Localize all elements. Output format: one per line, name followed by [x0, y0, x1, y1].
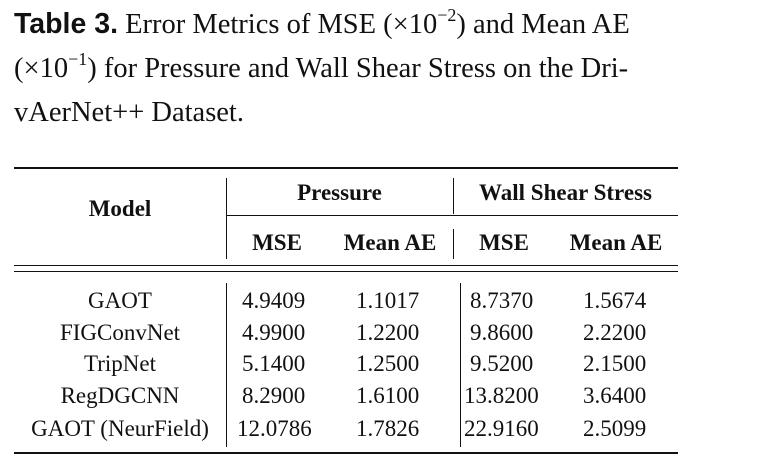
- wss-mae-cell: 2.5099: [583, 416, 647, 441]
- pressure-mae-cell: 1.2200: [356, 320, 420, 345]
- pressure-mse-cell: 4.9409: [242, 288, 306, 313]
- caption-exponent-1: −2: [437, 5, 457, 25]
- pressure-mse-cell: 5.1400: [242, 351, 306, 376]
- group-separator-body: [460, 283, 461, 447]
- model-cell: GAOT (NeurField): [31, 416, 209, 441]
- wss-mae-cell: 3.6400: [583, 383, 647, 408]
- pressure-header: Pressure: [297, 180, 382, 205]
- wss-mse-cell: 8.7370: [470, 288, 534, 313]
- wss-mae-cell: 2.2200: [583, 320, 647, 345]
- group-separator-header-bottom: [453, 229, 454, 259]
- wss-mse-cell: 9.8600: [470, 320, 534, 345]
- group-underline: [226, 215, 678, 216]
- caption-label: Table 3.: [14, 8, 119, 40]
- pressure-mse-cell: 4.9900: [242, 320, 306, 345]
- pressure-mse-cell: 8.2900: [242, 383, 306, 408]
- model-cell: FIGConvNet: [59, 320, 181, 345]
- caption-exponent-2: −1: [68, 49, 88, 69]
- wss-mae-header: Mean AE: [569, 230, 663, 255]
- header-double-rule-bottom: [14, 271, 678, 272]
- caption-line-3: vAerNet++ Dataset.: [14, 97, 244, 128]
- pressure-mae-cell: 1.7826: [356, 416, 420, 441]
- caption-line-1: [14, 2, 754, 47]
- wss-mse-cell: 13.8200: [464, 383, 539, 408]
- wss-mse-cell: 22.9160: [464, 416, 539, 441]
- caption-line-2: [14, 47, 754, 91]
- wss-mae-cell: 1.5674: [583, 288, 647, 313]
- pressure-mse-cell: 12.0786: [237, 416, 312, 441]
- model-cell: TripNet: [84, 351, 156, 376]
- caption-text-2-head: (×10: [14, 53, 69, 84]
- model-cell: RegDGCNN: [60, 383, 180, 408]
- model-cell: GAOT: [88, 288, 152, 313]
- model-header: Model: [88, 196, 152, 221]
- pressure-mae-header: Mean AE: [343, 230, 437, 255]
- model-separator-body: [226, 283, 227, 447]
- pressure-mae-cell: 1.2500: [356, 351, 420, 376]
- pressure-mae-cell: 1.6100: [356, 383, 420, 408]
- bottom-rule: [14, 452, 678, 454]
- header-double-rule-top: [14, 265, 678, 266]
- caption-text-2-tail: ) for Pressure and Wall Shear Stress on the Dri-: [87, 53, 629, 84]
- wall-shear-header: Wall Shear Stress: [479, 180, 652, 205]
- table-caption: [14, 2, 754, 135]
- wss-mae-cell: 2.1500: [583, 351, 647, 376]
- caption-text-1-tail: ) and Mean AE: [456, 9, 630, 40]
- pressure-mse-header: MSE: [252, 230, 302, 255]
- pressure-mae-cell: 1.1017: [356, 288, 420, 313]
- wss-mse-header: MSE: [479, 230, 529, 255]
- wss-mse-cell: 9.5200: [470, 351, 534, 376]
- top-rule: [14, 167, 678, 169]
- caption-text-1: Error Metrics of MSE (×10: [125, 9, 438, 40]
